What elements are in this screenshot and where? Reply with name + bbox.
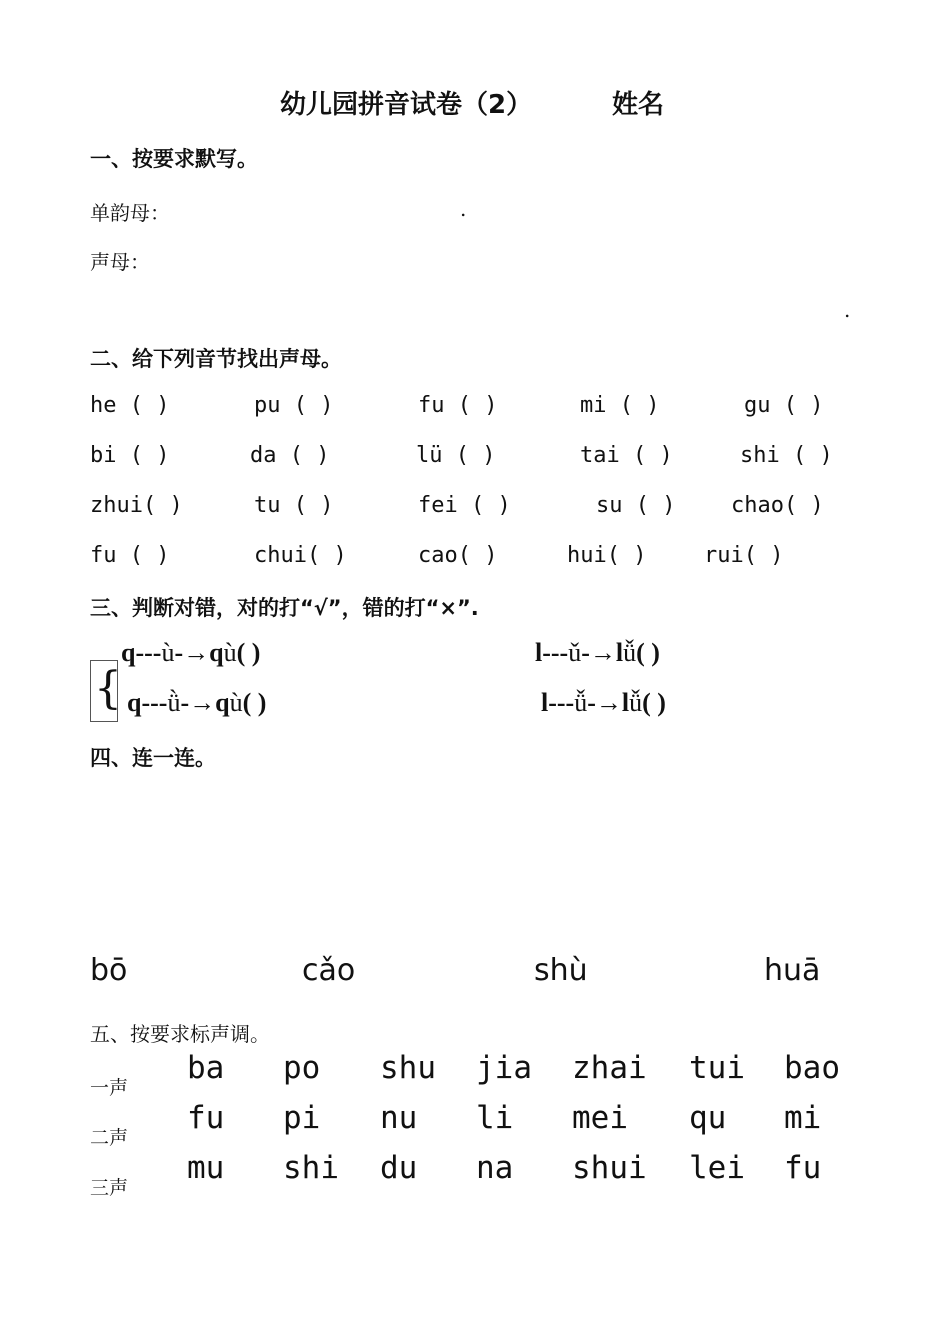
- tone-syllable: po: [283, 1050, 321, 1086]
- tone-syllable: nu: [380, 1100, 418, 1136]
- s2-item: fu ( ): [90, 543, 170, 568]
- section1-heading: 一、按要求默写。: [90, 147, 258, 171]
- tone-syllable: na: [476, 1150, 514, 1186]
- match-syllable: cǎo: [302, 953, 356, 988]
- section5-heading: 五、按要求标声调。: [90, 1022, 270, 1046]
- s2-item: da ( ): [250, 443, 330, 468]
- s2-item: he ( ): [90, 393, 170, 418]
- s2-item: tai ( ): [580, 443, 673, 468]
- match-syllable: shù: [534, 953, 588, 988]
- tone-syllable: zhai: [572, 1050, 647, 1086]
- tone-syllable: mi: [784, 1100, 822, 1136]
- judge-item-3: l---ǔ-→lǚ( ): [535, 638, 660, 667]
- tone-syllable: jia: [476, 1050, 532, 1086]
- s2-item: hui( ): [567, 543, 647, 568]
- brace-icon: {: [94, 663, 122, 714]
- tone-row-label: 三声: [90, 1177, 129, 1199]
- initials-label: 声母：: [90, 250, 150, 274]
- s2-item: lü ( ): [416, 443, 496, 468]
- tone-syllable: mei: [572, 1100, 628, 1136]
- tone-syllable: tui: [689, 1050, 745, 1086]
- tone-syllable: fu: [187, 1100, 225, 1136]
- s2-item: rui( ): [704, 543, 784, 568]
- tone-syllable: lei: [689, 1150, 745, 1186]
- match-syllable: huā: [764, 953, 821, 988]
- s2-item: tu ( ): [254, 493, 334, 518]
- tone-syllable: qu: [689, 1100, 727, 1136]
- tone-syllable: pi: [283, 1100, 321, 1136]
- judge-item-1: q---ù-→qù( ): [121, 638, 261, 667]
- s2-item: chao( ): [731, 493, 824, 518]
- tone-syllable: shui: [572, 1150, 647, 1186]
- tone-row-label: 二声: [90, 1127, 129, 1149]
- brace-box: [90, 660, 122, 722]
- tone-syllable: ba: [187, 1050, 225, 1086]
- tone-syllable: bao: [784, 1050, 840, 1086]
- s2-item: fei ( ): [418, 493, 511, 518]
- s2-item: bi ( ): [90, 443, 170, 468]
- tone-syllable: mu: [187, 1150, 225, 1186]
- page-title: 幼儿园拼音试卷（2）: [280, 90, 533, 120]
- judge-item-4: l---ǚ-→lǚ( ): [541, 688, 666, 717]
- s2-item: mi ( ): [580, 393, 660, 418]
- tone-syllable: shu: [380, 1050, 436, 1086]
- judge-item-2: q---ǜ-→qù( ): [127, 688, 267, 717]
- tone-syllable: fu: [784, 1150, 822, 1186]
- s2-item: chui( ): [254, 543, 347, 568]
- section2-heading: 二、给下列音节找出声母。: [90, 347, 342, 371]
- match-syllable: bō: [90, 953, 128, 988]
- single-finals-end: .: [460, 197, 467, 221]
- initials-end: .: [844, 298, 851, 322]
- section4-heading: 四、连一连。: [90, 746, 216, 770]
- s2-item: su ( ): [596, 493, 676, 518]
- s2-item: cao( ): [418, 543, 498, 568]
- s2-item: pu ( ): [254, 393, 334, 418]
- name-label: 姓名: [612, 90, 665, 120]
- tone-syllable: du: [380, 1150, 418, 1186]
- section3-heading: 三、判断对错，对的打“√”，错的打“×”.: [90, 596, 479, 620]
- s2-item: gu ( ): [744, 393, 824, 418]
- tone-syllable: shi: [283, 1150, 339, 1186]
- s2-item: zhui( ): [90, 493, 183, 518]
- tone-row-label: 一声: [90, 1077, 129, 1099]
- tone-syllable: li: [476, 1100, 514, 1136]
- single-finals-label: 单韵母：: [90, 201, 170, 225]
- s2-item: shi ( ): [740, 443, 833, 468]
- s2-item: fu ( ): [418, 393, 498, 418]
